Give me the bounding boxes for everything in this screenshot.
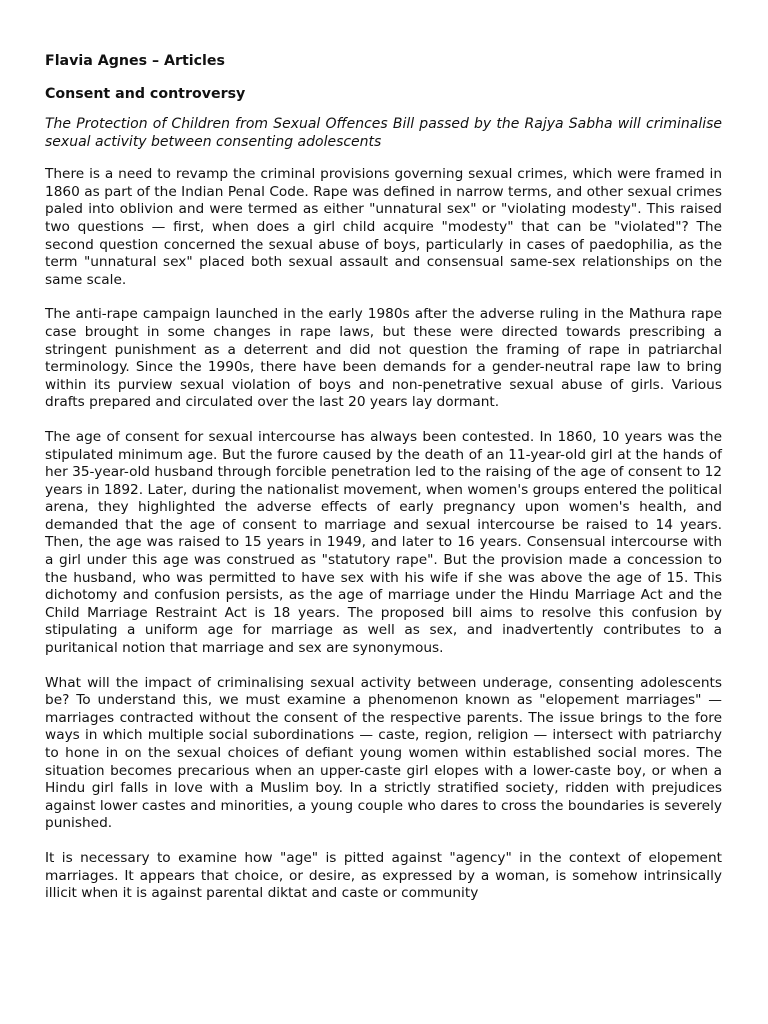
paragraph-1: There is a need to revamp the criminal provisions governing sexual crimes, which were framed in 1860 as part of the Indian Penal Code. Rape was defined in narrow terms, and other sexual crimes paled into oblivion and were termed as either "unnatural sex" or "violating modesty". This raised two questions — first, when does a girl child acquire "modesty" that can be "violated"? The second question concerned the sexual abuse of boys, particularly in cases of paedophilia, as the term "unnatural sex" placed both sexual assault and consensual same-sex relationships on the same scale. <box>45 166 722 288</box>
article-subtitle: The Protection of Children from Sexual Offences Bill passed by the Rajya Sabha will criminalise sexual activity between consenting adolescents <box>45 116 722 150</box>
paragraph-4: What will the impact of criminalising sexual activity between underage, consenting adolescents be? To understand this, we must examine a phenomenon known as "elopement marriages" — marriages contracted without the consent of the respective parents. The issue brings to the fore ways in which multiple social subordinations — caste, region, religion — intersect with patriarchy to hone in on the sexual choices of defiant young women within established social mores. The situation becomes precarious when an upper-caste girl elopes with a lower-caste boy, or when a Hindu girl falls in love with a Muslim boy. In a strictly stratified society, ridden with prejudices against lower castes and minorities, a young couple who dares to cross the boundaries is severely punished. <box>45 674 722 832</box>
paragraph-2: The anti-rape campaign launched in the early 1980s after the adverse ruling in the Mathura rape case brought in some changes in rape laws, but these were directed towards prescribing a stringent punishment as a deterrent and did not question the framing of rape in patriarchal terminology. Since the 1990s, there have been demands for a gender-neutral rape law to bring within its purview sexual violation of boys and non-penetrative sexual abuse of girls. Various drafts prepared and circulated over the last 20 years lay dormant. <box>45 306 722 411</box>
article-header: Flavia Agnes – Articles <box>45 53 225 69</box>
article-page <box>45 52 722 920</box>
paragraph-5: It is necessary to examine how "age" is pitted against "agency" in the context of elopement marriages. It appears that choice, or desire, as expressed by a woman, is somehow intrinsically illicit when it is against parental diktat and caste or community <box>45 849 722 902</box>
paragraph-3: The age of consent for sexual intercourse has always been contested. In 1860, 10 years was the stipulated minimum age. But the furore caused by the death of an 11-year-old girl at the hands of her 35-year-old husband through forcible penetration led to the raising of the age of consent to 12 years in 1892. Later, during the nationalist movement, when women's groups entered the political arena, they highlighted the adverse effects of early pregnancy upon women's health, and demanded that the age of consent to marriage and sexual intercourse be raised to 14 years. Then, the age was raised to 15 years in 1949, and later to 16 years. Consensual intercourse with a girl under this age was construed as "statutory rape". But the provision made a concession to the husband, who was permitted to have sex with his wife if she was above the age of 15. This dichotomy and confusion persists, as the age of marriage under the Hindu Marriage Act and the Child Marriage Restraint Act is 18 years. The proposed bill aims to resolve this confusion by stipulating a uniform age for marriage as well as sex, and inadvertently contributes to a puritanical notion that marriage and sex are synonymous. <box>45 428 722 657</box>
article-title: Consent and controversy <box>45 86 246 102</box>
